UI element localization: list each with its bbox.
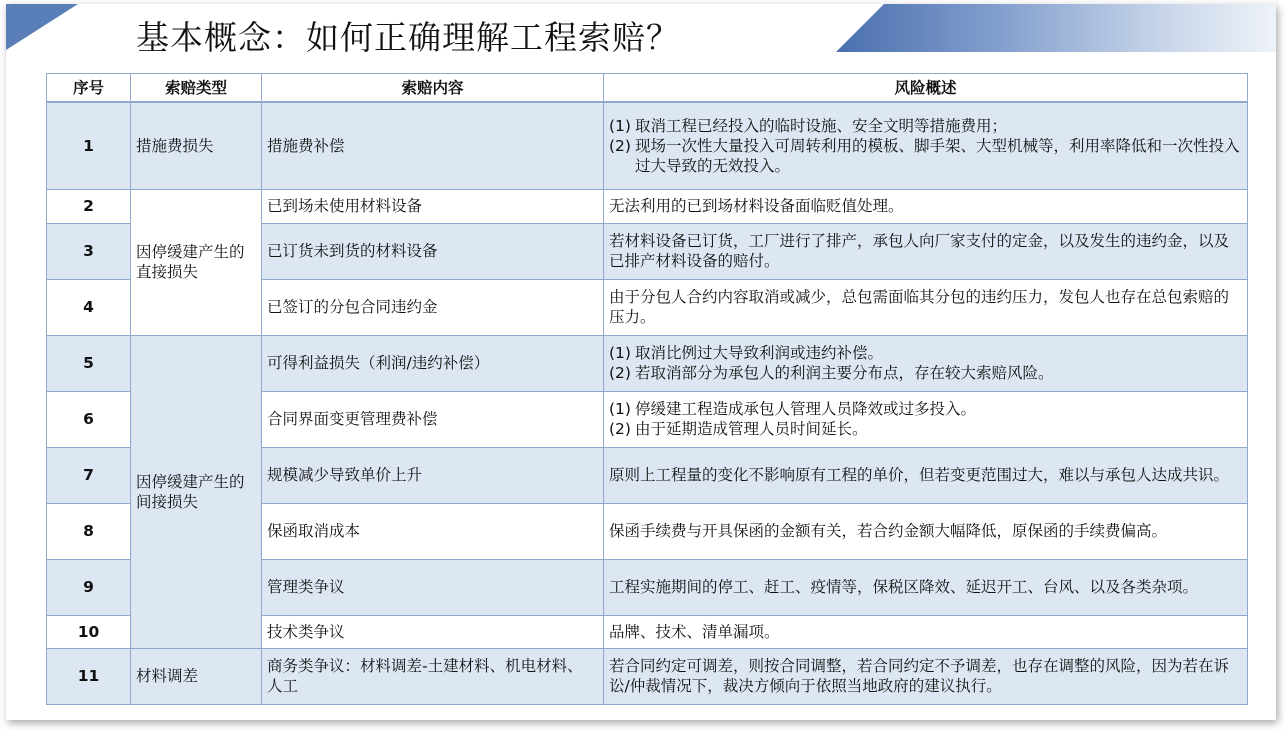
risk-line bbox=[609, 116, 1242, 136]
header-index: 序号 bbox=[47, 74, 131, 103]
risk-summary-cell: 品牌、技术、清单漏项。 bbox=[604, 615, 1248, 648]
row-index: 4 bbox=[47, 279, 131, 335]
page-title: 基本概念：如何正确理解工程索赔？ bbox=[136, 18, 680, 57]
risk-line bbox=[609, 136, 1242, 176]
claim-content-cell: 措施费补偿 bbox=[262, 102, 604, 189]
claim-type-cell: 因停缓建产生的间接损失 bbox=[131, 335, 262, 648]
row-index: 8 bbox=[47, 503, 131, 559]
claim-content-cell: 可得利益损失（利润/违约补偿） bbox=[262, 335, 604, 391]
risk-line-number: (1) bbox=[609, 116, 631, 135]
risk-summary-cell: 若材料设备已订货，工厂进行了排产，承包人向厂家支付的定金，以及发生的违约金，以及已排产材料设备的赔付。 bbox=[604, 223, 1248, 279]
risk-summary-cell bbox=[604, 391, 1248, 447]
claim-content-cell: 已签订的分包合同违约金 bbox=[262, 279, 604, 335]
header-claim-type: 索赔类型 bbox=[131, 74, 262, 103]
risk-summary-cell bbox=[604, 102, 1248, 189]
claim-content-cell: 合同界面变更管理费补偿 bbox=[262, 391, 604, 447]
row-index: 3 bbox=[47, 223, 131, 279]
row-index: 5 bbox=[47, 335, 131, 391]
risk-line-text: 现场一次性大量投入可周转利用的模板、脚手架、大型机械等，利用率降低和一次性投入过大导致的无效投入。 bbox=[635, 136, 1240, 175]
risk-line-text: 停缓建工程造成承包人管理人员降效或过多投入。 bbox=[635, 400, 977, 418]
row-index: 10 bbox=[47, 615, 131, 648]
table-row bbox=[47, 102, 1248, 189]
risk-line bbox=[609, 399, 1242, 419]
risk-summary-cell: 若合同约定可调差，则按合同调整，若合同约定不予调差，也存在调整的风险，因为若在诉讼/仲裁情况下，裁决方倾向于依照当地政府的建议执行。 bbox=[604, 648, 1248, 704]
row-index: 9 bbox=[47, 559, 131, 615]
corner-decoration bbox=[6, 4, 78, 50]
risk-line-text: 取消工程已经投入的临时设施、安全文明等措施费用； bbox=[635, 116, 1008, 135]
table-header-row bbox=[47, 74, 1248, 103]
risk-summary-cell: 工程实施期间的停工、赶工、疫情等，保税区降效、延迟开工、台风、以及各类杂项。 bbox=[604, 559, 1248, 615]
claim-content-cell: 已订货未到货的材料设备 bbox=[262, 223, 604, 279]
risk-summary-cell: 由于分包人合约内容取消或减少，总包需面临其分包的违约压力，发包人也存在总包索赔的压力。 bbox=[604, 279, 1248, 335]
claim-type-cell: 措施费损失 bbox=[131, 102, 262, 189]
risk-line-number: (2) bbox=[609, 364, 631, 382]
claim-content-cell: 已到场未使用材料设备 bbox=[262, 189, 604, 223]
header-claim-content: 索赔内容 bbox=[262, 74, 604, 103]
table-row bbox=[47, 189, 1248, 223]
risk-line-text: 若取消部分为承包人的利润主要分布点，存在较大索赔风险。 bbox=[635, 364, 1054, 382]
table-row bbox=[47, 335, 1248, 391]
table-row bbox=[47, 648, 1248, 704]
risk-line bbox=[609, 343, 1242, 363]
header-risk-summary: 风险概述 bbox=[604, 74, 1248, 103]
row-index: 2 bbox=[47, 189, 131, 223]
risk-line-number: (1) bbox=[609, 400, 631, 418]
header-banner-decoration bbox=[836, 4, 1276, 52]
claim-type-cell: 材料调差 bbox=[131, 648, 262, 704]
risk-summary-cell: 保函手续费与开具保函的金额有关，若合约金额大幅降低，原保函的手续费偏高。 bbox=[604, 503, 1248, 559]
risk-line-number: (2) bbox=[609, 136, 631, 155]
risk-summary-cell: 无法利用的已到场材料设备面临贬值处理。 bbox=[604, 189, 1248, 223]
claim-content-cell: 保函取消成本 bbox=[262, 503, 604, 559]
claim-content-cell: 商务类争议：材料调差-土建材料、机电材料、人工 bbox=[262, 648, 604, 704]
row-index: 1 bbox=[47, 102, 131, 189]
risk-line bbox=[609, 363, 1242, 383]
row-index: 7 bbox=[47, 447, 131, 503]
risk-line bbox=[609, 419, 1242, 439]
risk-summary-cell: 原则上工程量的变化不影响原有工程的单价，但若变更范围过大，难以与承包人达成共识。 bbox=[604, 447, 1248, 503]
risk-line-text: 取消比例过大导致利润或违约补偿。 bbox=[635, 344, 884, 362]
claims-table bbox=[46, 73, 1248, 705]
risk-summary-cell bbox=[604, 335, 1248, 391]
risk-line-number: (1) bbox=[609, 344, 631, 362]
claim-type-cell: 因停缓建产生的直接损失 bbox=[131, 189, 262, 335]
row-index: 6 bbox=[47, 391, 131, 447]
risk-line-number: (2) bbox=[609, 420, 631, 438]
row-index: 11 bbox=[47, 648, 131, 704]
claim-content-cell: 管理类争议 bbox=[262, 559, 604, 615]
claim-content-cell: 规模减少导致单价上升 bbox=[262, 447, 604, 503]
risk-line-text: 由于延期造成管理人员时间延长。 bbox=[635, 420, 868, 438]
claim-content-cell: 技术类争议 bbox=[262, 615, 604, 648]
